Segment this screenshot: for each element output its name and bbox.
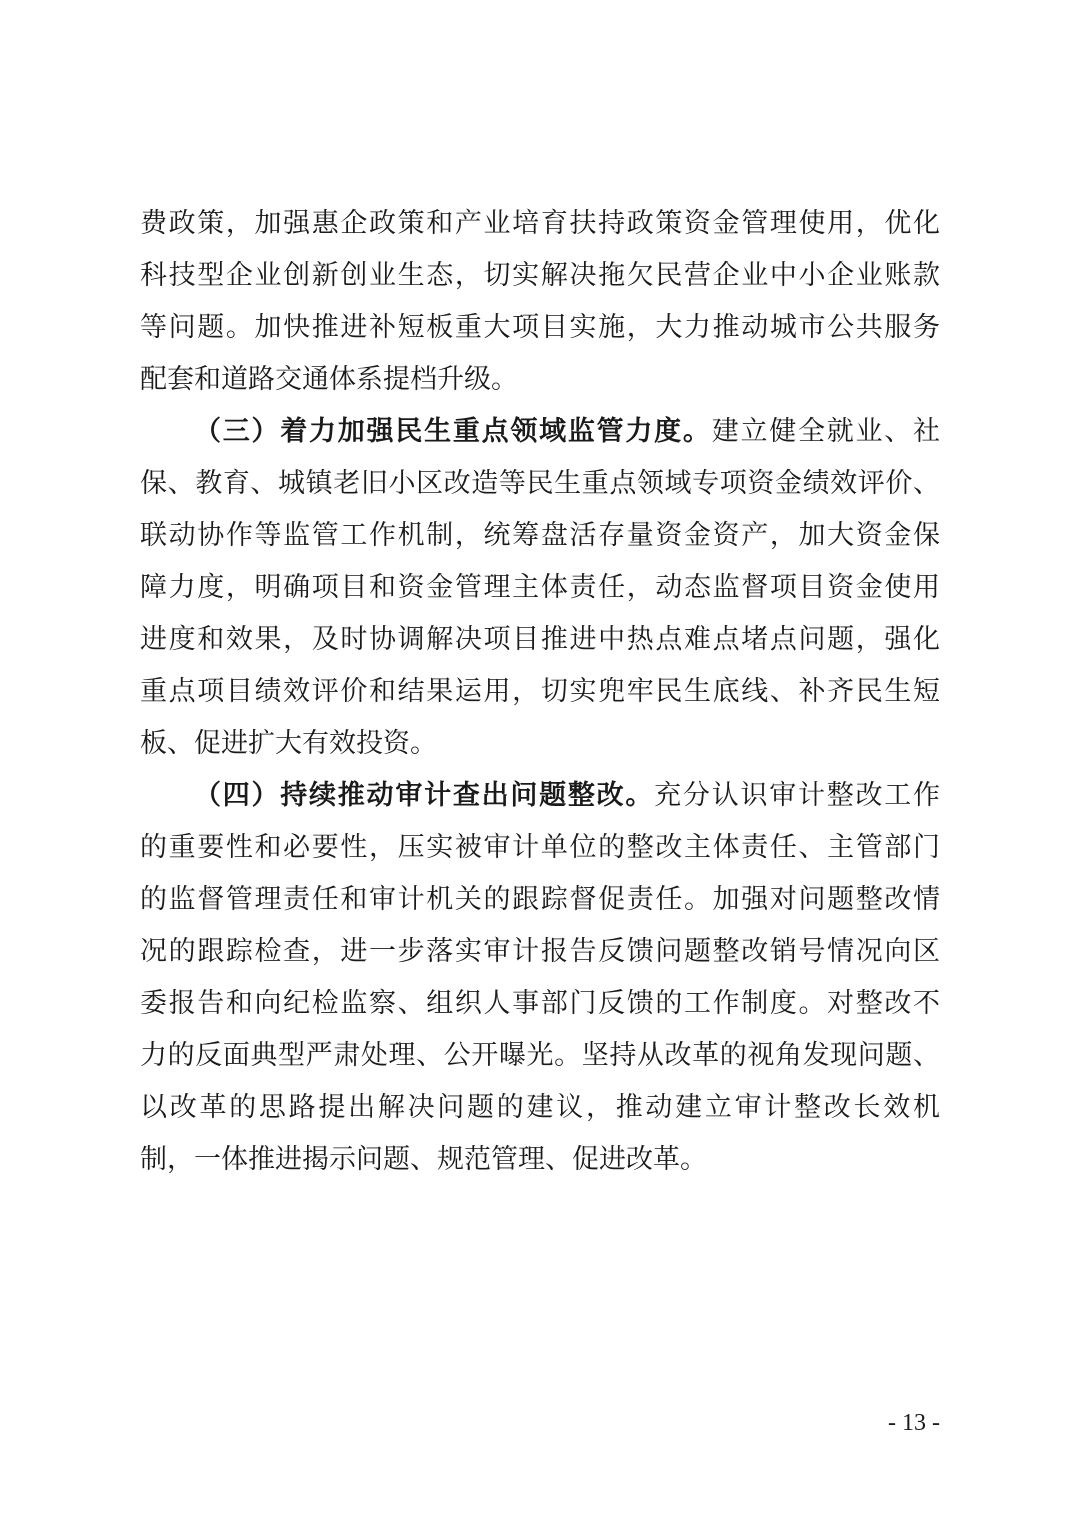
body-text xyxy=(140,198,940,1186)
text-line: 制，一体推进揭示问题、规范管理、促进改革。 xyxy=(140,1144,707,1175)
section-heading: （三）着力加强民生重点领域监管力度。 xyxy=(194,416,712,447)
paragraph-1 xyxy=(140,198,940,406)
text-line: 况的跟踪检查，进一步落实审计报告反馈问题整改销号情况向区 xyxy=(140,936,940,967)
text-line: 委报告和向纪检监察、组织人事部门反馈的工作制度。对整改不 xyxy=(140,988,940,1019)
paragraph-3 xyxy=(140,770,940,1186)
text-line: 的重要性和必要性，压实被审计单位的整改主体责任、主管部门 xyxy=(140,832,940,863)
paragraph-2 xyxy=(140,406,940,770)
page-number: - 13 - xyxy=(888,1410,940,1436)
text-line: 重点项目绩效评价和结果运用，切实兜牢民生底线、补齐民生短 xyxy=(140,676,940,707)
text-line: 科技型企业创新创业生态，切实解决拖欠民营企业中小企业账款 xyxy=(140,260,940,291)
section-heading: （四）持续推动审计查出问题整改。 xyxy=(194,780,655,811)
text-line: 进度和效果，及时协调解决项目推进中热点难点堵点问题，强化 xyxy=(140,624,940,655)
text-line: 配套和道路交通体系提档升级。 xyxy=(140,364,518,395)
paragraph-first-line xyxy=(140,770,940,822)
text-line: 以改革的思路提出解决问题的建议，推动建立审计整改长效机 xyxy=(140,1092,940,1123)
text-line: 障力度，明确项目和资金管理主体责任，动态监督项目资金使用 xyxy=(140,572,940,603)
text-line: 保、教育、城镇老旧小区改造等民生重点领域专项资金绩效评价、 xyxy=(140,468,940,499)
text-run: 建立健全就业、社 xyxy=(711,416,940,447)
text-line: 费政策，加强惠企政策和产业培育扶持政策资金管理使用，优化 xyxy=(140,208,940,239)
text-line: 的监督管理责任和审计机关的跟踪督促责任。加强对问题整改情 xyxy=(140,884,940,915)
paragraph-first-line xyxy=(140,406,940,458)
text-line: 联动协作等监管工作机制，统筹盘活存量资金资产，加大资金保 xyxy=(140,520,940,551)
text-line: 力的反面典型严肃处理、公开曝光。坚持从改革的视角发现问题、 xyxy=(140,1040,940,1071)
text-line: 等问题。加快推进补短板重大项目实施，大力推动城市公共服务 xyxy=(140,312,940,343)
text-line: 板、促进扩大有效投资。 xyxy=(140,728,437,759)
text-run: 充分认识审计整改工作 xyxy=(654,780,940,811)
